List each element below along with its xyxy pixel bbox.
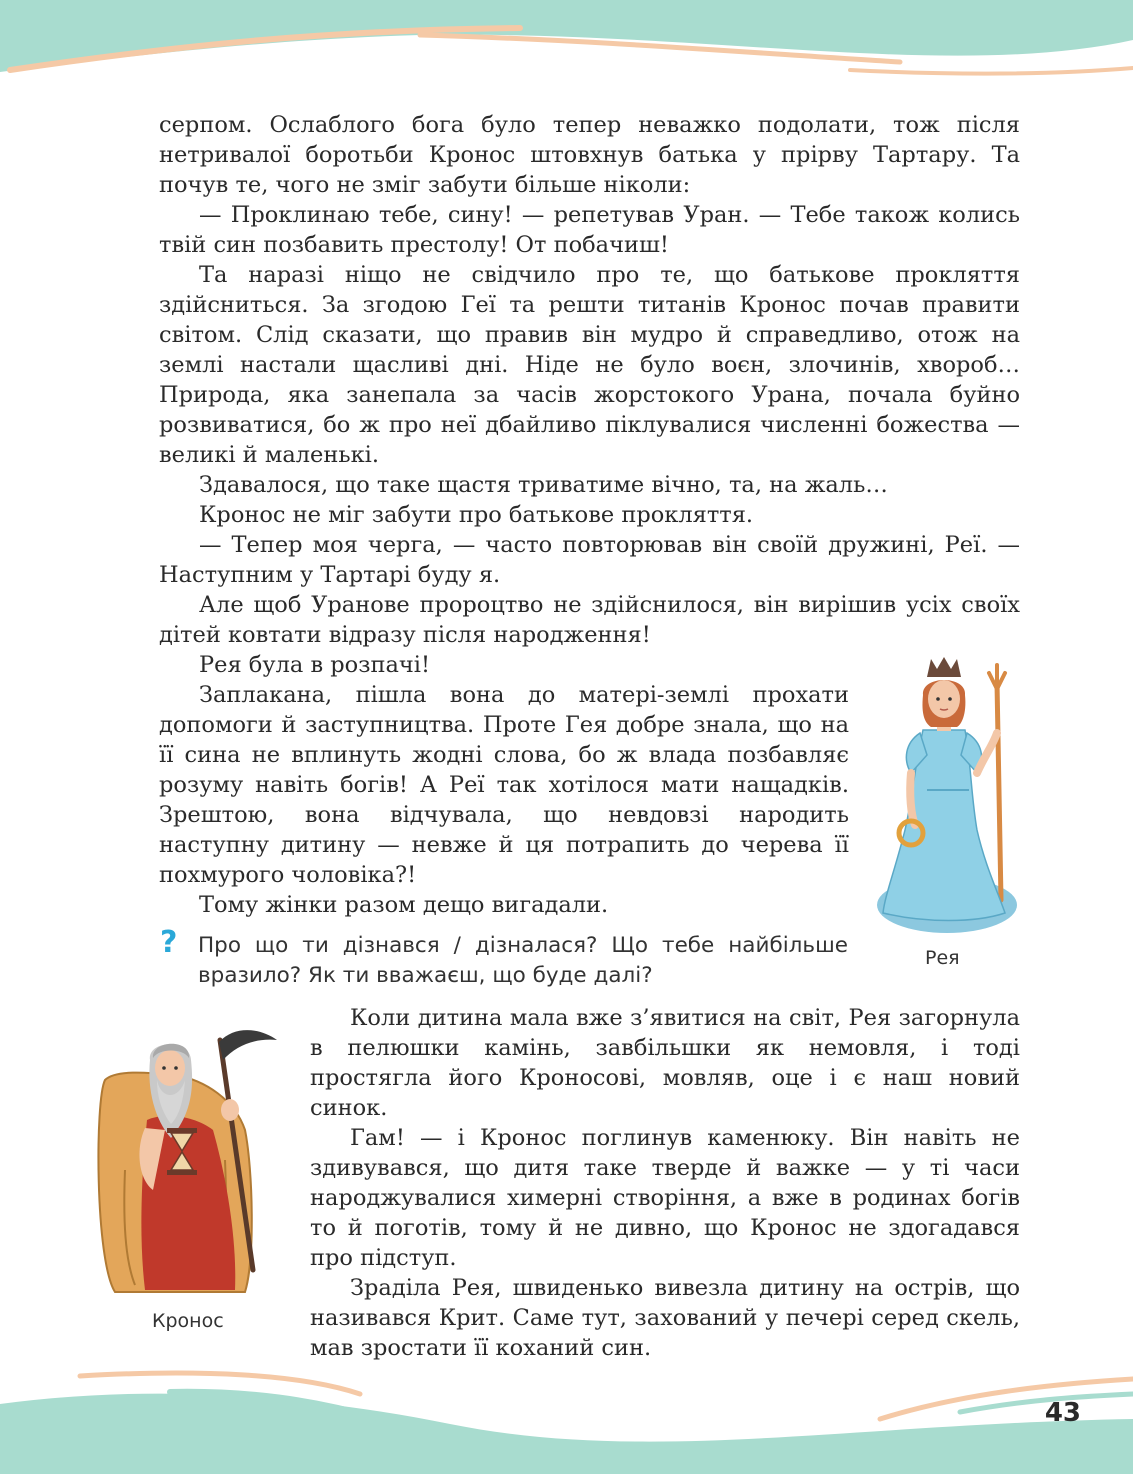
question-prompt: Про що ти дізнався / дізналася? Що тебе найбільше вразило? Як ти вважаєш, що буде далі? xyxy=(198,933,848,988)
kronos-illustration xyxy=(95,1020,280,1300)
paragraph-4: Здавалося, що таке щастя триватиме вічно, та, на жаль… xyxy=(199,472,888,498)
paragraph-8: Рея була в розпачі! xyxy=(199,652,431,678)
paragraph-2: — Проклинаю тебе, сину! — репетував Уран. — Тебе також колись твій син позбавить престолу! От побачиш! xyxy=(159,202,1020,258)
paragraph-11: Коли дитина мала вже з’явитися на світ, Рея загорнула в пелюшки камінь, завбільшки як немовля, і тоді простягла його Кроносові, мовляв, оце і є наш новий синок. xyxy=(310,1005,1020,1121)
paragraph-12: Гам! — і Кронос поглинув каменюку. Він навіть не здивувався, що дитя таке тверде й важке — у ті часи народжувалися химерні створіння, а вже в родинах богів то й поготів, тому й не дивно, що Кронос не здогадався про підступ. xyxy=(310,1125,1020,1271)
paragraph-13: Зраділа Рея, швиденько вивезла дитину на острів, що називався Крит. Саме тут, захований у печері серед скель, мав зростати її коханий син. xyxy=(310,1275,1020,1361)
paragraph-9: Заплакана, пішла вона до матері-землі прохати допомоги й заступництва. Проте Гея добре знала, що на її сина не вплинуть жодні слова, бо ж влада позбавляє розуму навіть богів! А Реї так хотілося мати нащадків. Зрештою, вона відчувала, що невдовзі народить наступну дитину — невже й ця потрапить до черева її похмурого чоловіка?! xyxy=(159,682,849,888)
paragraph-10: Тому жінки разом дещо вигадали. xyxy=(199,892,609,918)
paragraph-5: Кронос не міг забути про батькове прокляття. xyxy=(199,502,754,528)
bottom-wave-decoration xyxy=(0,1364,1133,1474)
paragraph-6: — Тепер моя черга, — часто повторював він своїй дружині, Реї. — Наступним у Тартарі буду я. xyxy=(159,532,1020,588)
paragraph-1: серпом. Ослаблого бога було тепер неважко подолати, тож після нетривалої боротьби Кронос штовхнув батька у прірву Тартару. Та почув те, чого не зміг забути більше ніколи: xyxy=(159,112,1020,198)
top-wave-decoration xyxy=(0,0,1133,90)
question-icon: ? xyxy=(160,925,178,960)
rhea-illustration xyxy=(875,655,1025,940)
rhea-caption: Рея xyxy=(925,947,960,969)
kronos-caption: Кронос xyxy=(152,1310,224,1332)
paragraph-3: Та наразі ніщо не свідчило про те, що батькове прокляття здійсниться. За згодою Геї та решти титанів Кронос почав правити світом. Слід сказати, що правив він мудро й справедливо, отож на землі настали щасливі дні. Ніде не було воєн, злочинів, хвороб… Природа, яка занепала за часів жорстокого Урана, почала буйно розвиватися, бо ж про неї дбайливо піклувалися численні божества — великі й маленькі. xyxy=(159,262,1020,468)
paragraph-7: Але щоб Уранове пророцтво не здійснилося, він вирішив усіх своїх дітей ковтати відразу після народження! xyxy=(159,592,1020,648)
page-number: 43 xyxy=(1044,1398,1081,1428)
